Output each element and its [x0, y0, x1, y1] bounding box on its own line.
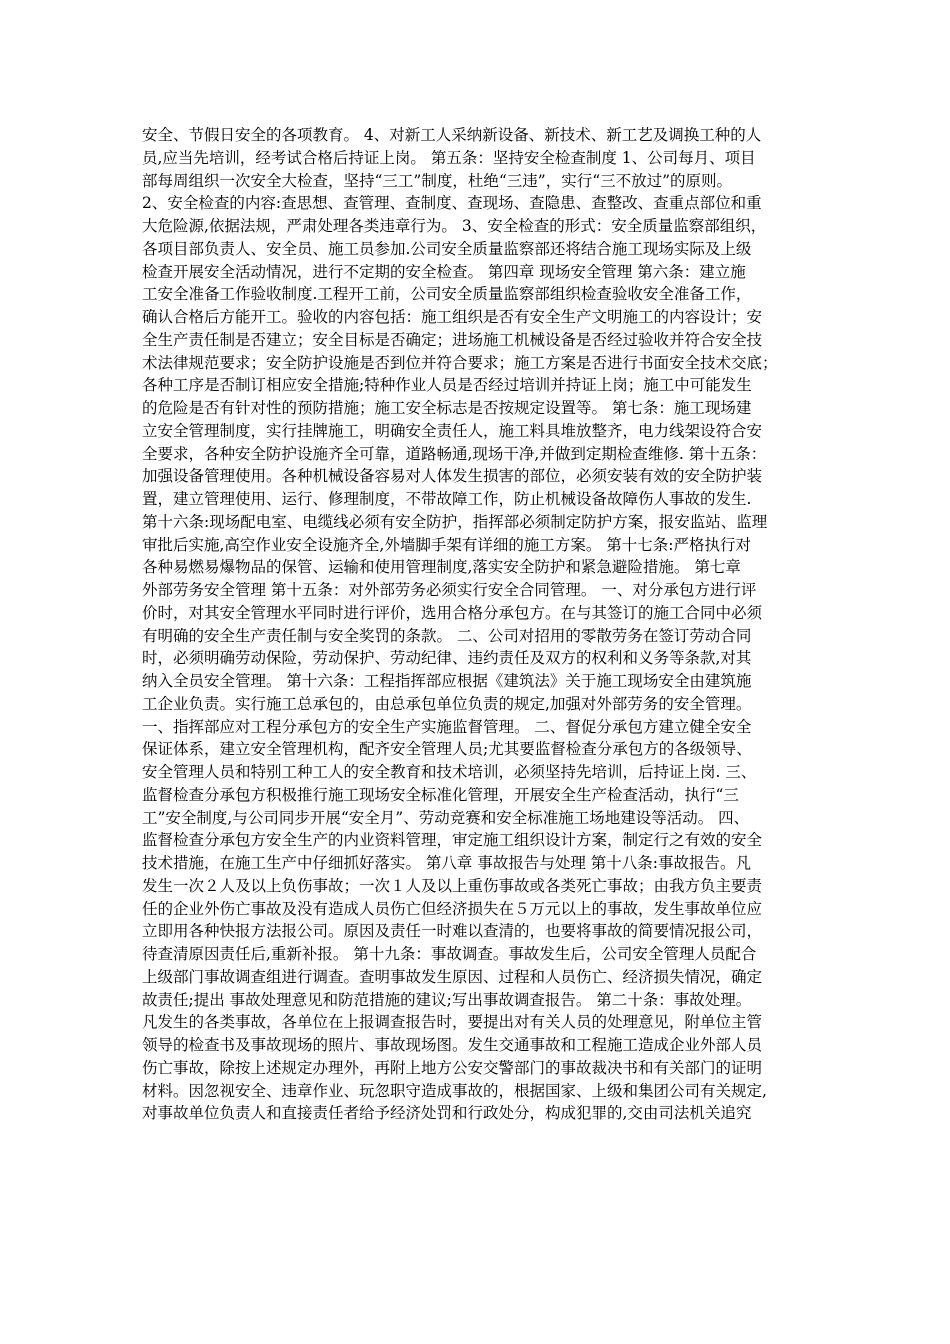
text-line: 术法律规范要求；安全防护设施是否到位并符合要求；施工方案是否进行书面安全技术交底； — [142, 353, 778, 372]
text-line: 伤亡事故，除按上述规定办理外，再附上地方公安交警部门的事故裁决书和有关部门的证明 — [142, 1058, 763, 1077]
text-line: 时，必须明确劳动保险，劳动保护、劳动纪律、违约责任及双方的权利和义务等条款,对其 — [142, 649, 752, 668]
text-line: 各项目部负责人、安全员、施工员参加.公司安全质量监察部还将结合施工现场实际及上级 — [142, 239, 752, 258]
text-line: 任的企业外伤亡事故及没有造成人员伤亡但经济损失在５万元以上的事故，发生事故单位应 — [142, 899, 763, 918]
text-line: 部每周组织一次安全大检查，坚持“三工”制度，杜绝“三违”，实行“三不放过”的原则。 — [142, 171, 733, 190]
text-line: 待查清原因责任后,重新补报。 第十九条：事故调查。事故发生后，公司安全管理人员配合 — [142, 945, 757, 963]
text-line: 2、安全检查的内容:查思想、查管理、查制度、查现场、查隐患、查整改、查重点部位和重 — [142, 194, 762, 213]
text-line: 安全、节假日安全的各项教育。 4、对新工人采纳新设备、新技术、新工艺及调换工种的人 — [142, 126, 762, 144]
text-line: 凡发生的各类事故，各单位在上报调查报告时，要提出对有关人员的处理意见，附单位主管 — [142, 1013, 763, 1032]
text-line: 发生一次２人及以上负伤事故；一次１人及以上重伤事故或各类死亡事故；由我方负主要责 — [142, 876, 763, 895]
text-line: 检查开展安全活动情况，进行不定期的安全检查。 第四章 现场安全管理 第六条：建立施 — [142, 262, 746, 281]
text-line: 工安全准备工作验收制度.工程开工前，公司安全质量监察部组织检查验收安全准备工作， — [142, 285, 752, 304]
text-line: 价时，对其安全管理水平同时进行评价，选用合格分承包方。在与其签订的施工合同中必须 — [142, 603, 763, 622]
body-text — [142, 124, 818, 1125]
text-line: 置，建立管理使用、运行、修理制度，不带故障工作，防止机械设备故障伤人事故的发生. — [142, 490, 752, 508]
text-line: 监督检查分承包方积极推行施工现场安全标准化管理，开展安全生产检查活动，执行“三 — [142, 785, 739, 804]
text-line: 的危险是否有针对性的预防措施；施工安全标志是否按规定设置等。 第七条：施工现场建 — [142, 399, 752, 417]
text-line: 工”安全制度,与公司同步开展“安全月”、劳动竞赛和安全标准施工场地建设等活动。 四、 — [142, 808, 750, 827]
text-line: 员,应当先培训，经考试合格后持证上岗。 第五条：坚持安全检查制度 1、公司每月、项目 — [142, 148, 756, 167]
text-line: 立即用各种快报方法报公司。原因及责任一时难以查清的，也要将事故的简要情况报公司， — [142, 922, 763, 941]
text-line: 外部劳务安全管理 第十五条：对外部劳务必须实行安全合同管理。 一、对分承包方进行评 — [142, 581, 757, 599]
text-line: 纳入全员安全管理。 第十六条：工程指挥部应根据《建筑法》关于施工现场安全由建筑施 — [142, 672, 752, 690]
text-line: 上级部门事故调查组进行调查。查明事故发生原因、过程和人员伤亡、经济损失情况，确定 — [142, 967, 763, 986]
text-line: 故责任;提出 事故处理意见和防范措施的建议;写出事故调查报告。 第二十条：事故处理。 — [142, 990, 752, 1009]
text-line: 材料。因忽视安全、违章作业、玩忽职守造成事故的，根据国家、上级和集团公司有关规定, — [142, 1081, 767, 1100]
text-line: 确认合格后方能开工。验收的内容包括：施工组织是否有安全生产文明施工的内容设计；安 — [142, 308, 763, 326]
text-line: 立安全管理制度，实行挂牌施工，明确安全责任人，施工料具堆放整齐，电力线架设符合安 — [142, 421, 763, 440]
text-line: 领导的检查书及事故现场的照片、事故现场图。发生交通事故和工程施工造成企业外部人员 — [142, 1036, 763, 1054]
text-line: 第十六条:现场配电室、电缆线必须有安全防护，指挥部必须制定防护方案，报安监站、监理 — [142, 512, 768, 531]
text-line: 各种工序是否制订相应安全措施;特种作业人员是否经过培训并持证上岗；施工中可能发生 — [142, 376, 752, 395]
text-line: 全要求，各种安全防护设施齐全可靠，道路畅通,现场干净,并做到定期检查维修. 第十五条： — [142, 444, 767, 463]
text-line: 监督检查分承包方安全生产的内业资料管理，审定施工组织设计方案，制定行之有效的安全 — [142, 831, 763, 850]
text-line: 有明确的安全生产责任制与安全奖罚的条款。 二、公司对招用的零散劳务在签订劳动合同 — [142, 626, 752, 645]
text-line: 大危险源,依据法规，严肃处理各类违章行为。 3、安全检查的形式：安全质量监察部组织， — [142, 217, 767, 235]
text-line: 安全管理人员和特别工种工人的安全教育和技术培训，必须坚持先培训，后持证上岗. 三、 — [142, 763, 757, 781]
text-line: 加强设备管理使用。各种机械设备容易对人体发生损害的部位，必须安装有效的安全防护装 — [142, 467, 763, 486]
text-line: 保证体系，建立安全管理机构，配齐安全管理人员;尤其要监督检查分承包方的各级领导、 — [142, 740, 752, 759]
text-line: 审批后实施,高空作业安全设施齐全,外墙脚手架有详细的施工方案。 第十七条:严格执行对 — [142, 535, 752, 554]
text-line: 对事故单位负责人和直接责任者给予经济处罚和行政处分，构成犯罪的,交由司法机关追究 — [142, 1104, 752, 1123]
text-line: 工企业负责。实行施工总承包的，由总承包单位负责的规定,加强对外部劳务的安全管理。 — [142, 694, 752, 713]
text-line: 技术措施，在施工生产中仔细抓好落实。 第八章 事故报告与处理 第十八条:事故报告。凡 — [142, 854, 752, 872]
text-line: 全生产责任制是否建立；安全目标是否确定；进场施工机械设备是否经过验收并符合安全技 — [142, 330, 763, 349]
text-line: 各种易燃易爆物品的保管、运输和使用管理制度,落实安全防护和紧急避险措施。 第七章 — [142, 558, 741, 577]
text-line: 一、指挥部应对工程分承包方的安全生产实施监督管理。 二、督促分承包方建立健全安全 — [142, 717, 752, 736]
